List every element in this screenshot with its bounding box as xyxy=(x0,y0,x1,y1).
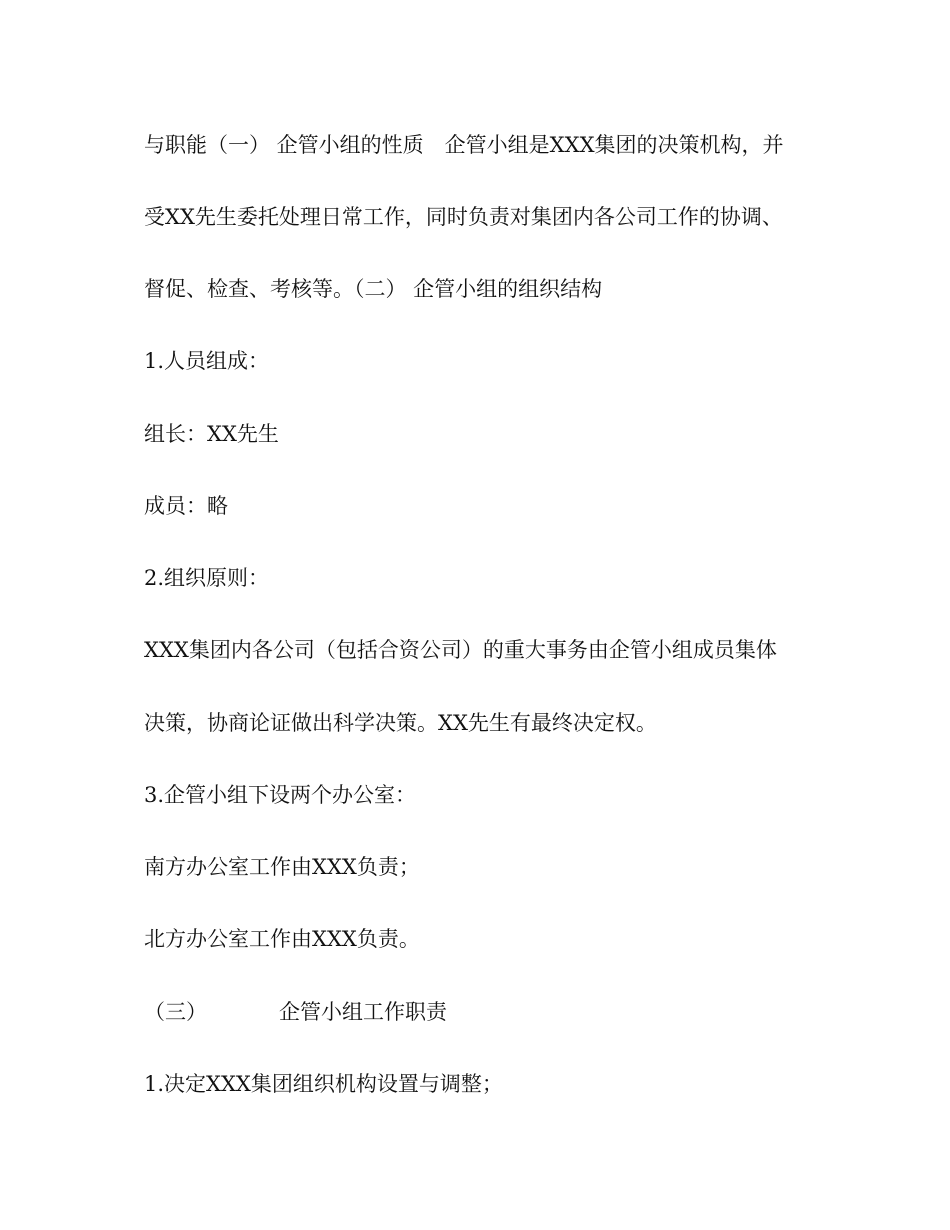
section-title: 企管小组工作职责 xyxy=(279,1000,447,1024)
list-item: 3.企管小组下设两个办公室： xyxy=(144,783,417,807)
paragraph-line: XXX集团内各公司（包括合资公司）的重大事务由企管小组成员集体 xyxy=(144,638,777,662)
section-heading xyxy=(144,1000,824,1024)
list-item: 北方办公室工作由XXX负责。 xyxy=(144,927,420,951)
paragraph-line: 督促、检查、考核等。（二） 企管小组的组织结构 xyxy=(144,277,603,301)
list-item: 组长：XX先生 xyxy=(144,422,279,446)
list-item: 南方办公室工作由XXX负责； xyxy=(144,855,420,879)
list-item: 2.组织原则： xyxy=(144,566,270,590)
paragraph-line: 受XX先生委托处理日常工作，同时负责对集团内各公司工作的协调、 xyxy=(144,205,783,229)
list-item: 1.人员组成： xyxy=(144,349,270,373)
paragraph-line: 与职能（一） 企管小组的性质 企管小组是XXX集团的决策机构，并 xyxy=(144,133,784,157)
list-item: 1.决定XXX集团组织机构设置与调整； xyxy=(144,1072,503,1096)
list-item: 成员：略 xyxy=(144,494,228,518)
paragraph-line: 决策，协商论证做出科学决策。XX先生有最终决定权。 xyxy=(144,711,657,735)
section-label: （三） xyxy=(144,1000,207,1024)
